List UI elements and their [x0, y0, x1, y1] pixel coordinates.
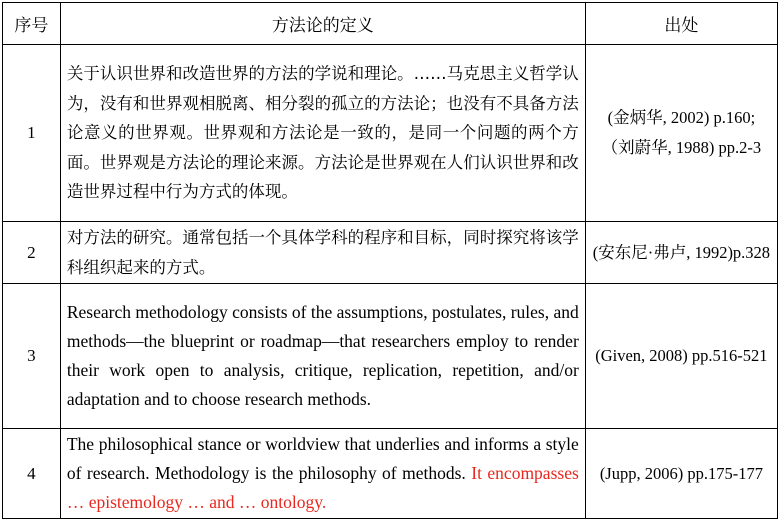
row-definition — [60, 45, 585, 222]
row-index: 2 — [3, 222, 61, 284]
definition-text: 关于认识世界和改造世界的方法的学说和理论。……马克思主义哲学认为，没有和世界观相脱离、相分裂的孤立的方法论；也没有不具备方法论意义的世界观。世界观和方法论是一致的，是同一个问题的两个方面。世界观是方法论的理论来源。方法论是世界观在人们认识世界和改造世界过程中行为方式的体现。 — [66, 64, 579, 202]
row-source: (金炳华, 2002) p.160;（刘蔚华, 1988) pp.2-3 — [585, 45, 777, 222]
table-header-row — [3, 3, 778, 45]
definition-text: 对方法的研究。通常包括一个具体学科的程序和目标，同时探究将该学科组织起来的方式。 — [66, 228, 579, 277]
table-row — [3, 284, 778, 429]
row-index: 3 — [3, 284, 61, 429]
methodology-definitions-table — [2, 2, 778, 519]
row-source: (安东尼·弗卢, 1992)p.328 — [585, 222, 777, 284]
row-source: (Jupp, 2006) pp.175-177 — [585, 429, 777, 519]
header-definition: 方法论的定义 — [60, 3, 585, 45]
table-row — [3, 45, 778, 222]
row-index: 4 — [3, 429, 61, 519]
row-definition — [60, 429, 585, 519]
header-source: 出处 — [585, 3, 777, 45]
definition-text-wrapper — [67, 429, 579, 518]
definition-text: The philosophical stance or worldview that underlies and informs a style of research. Methodology is the philosophy of methods. — [66, 434, 579, 483]
row-index: 1 — [3, 45, 61, 222]
row-definition — [60, 284, 585, 429]
definition-highlight: It encompasses … epistemology … and … ontology. — [66, 463, 579, 512]
definition-text: Research methodology consists of the assumptions, postulates, rules, and methods—the blueprint or roadmap—that researchers employ to render their work open to analysis, critique, replication, repetition, and/or adaptation and to choose research methods. — [66, 302, 579, 409]
row-source: (Given, 2008) pp.516-521 — [585, 284, 777, 429]
row-definition — [60, 222, 585, 284]
header-index: 序号 — [3, 3, 61, 45]
table-row — [3, 429, 778, 519]
table-row — [3, 222, 778, 284]
